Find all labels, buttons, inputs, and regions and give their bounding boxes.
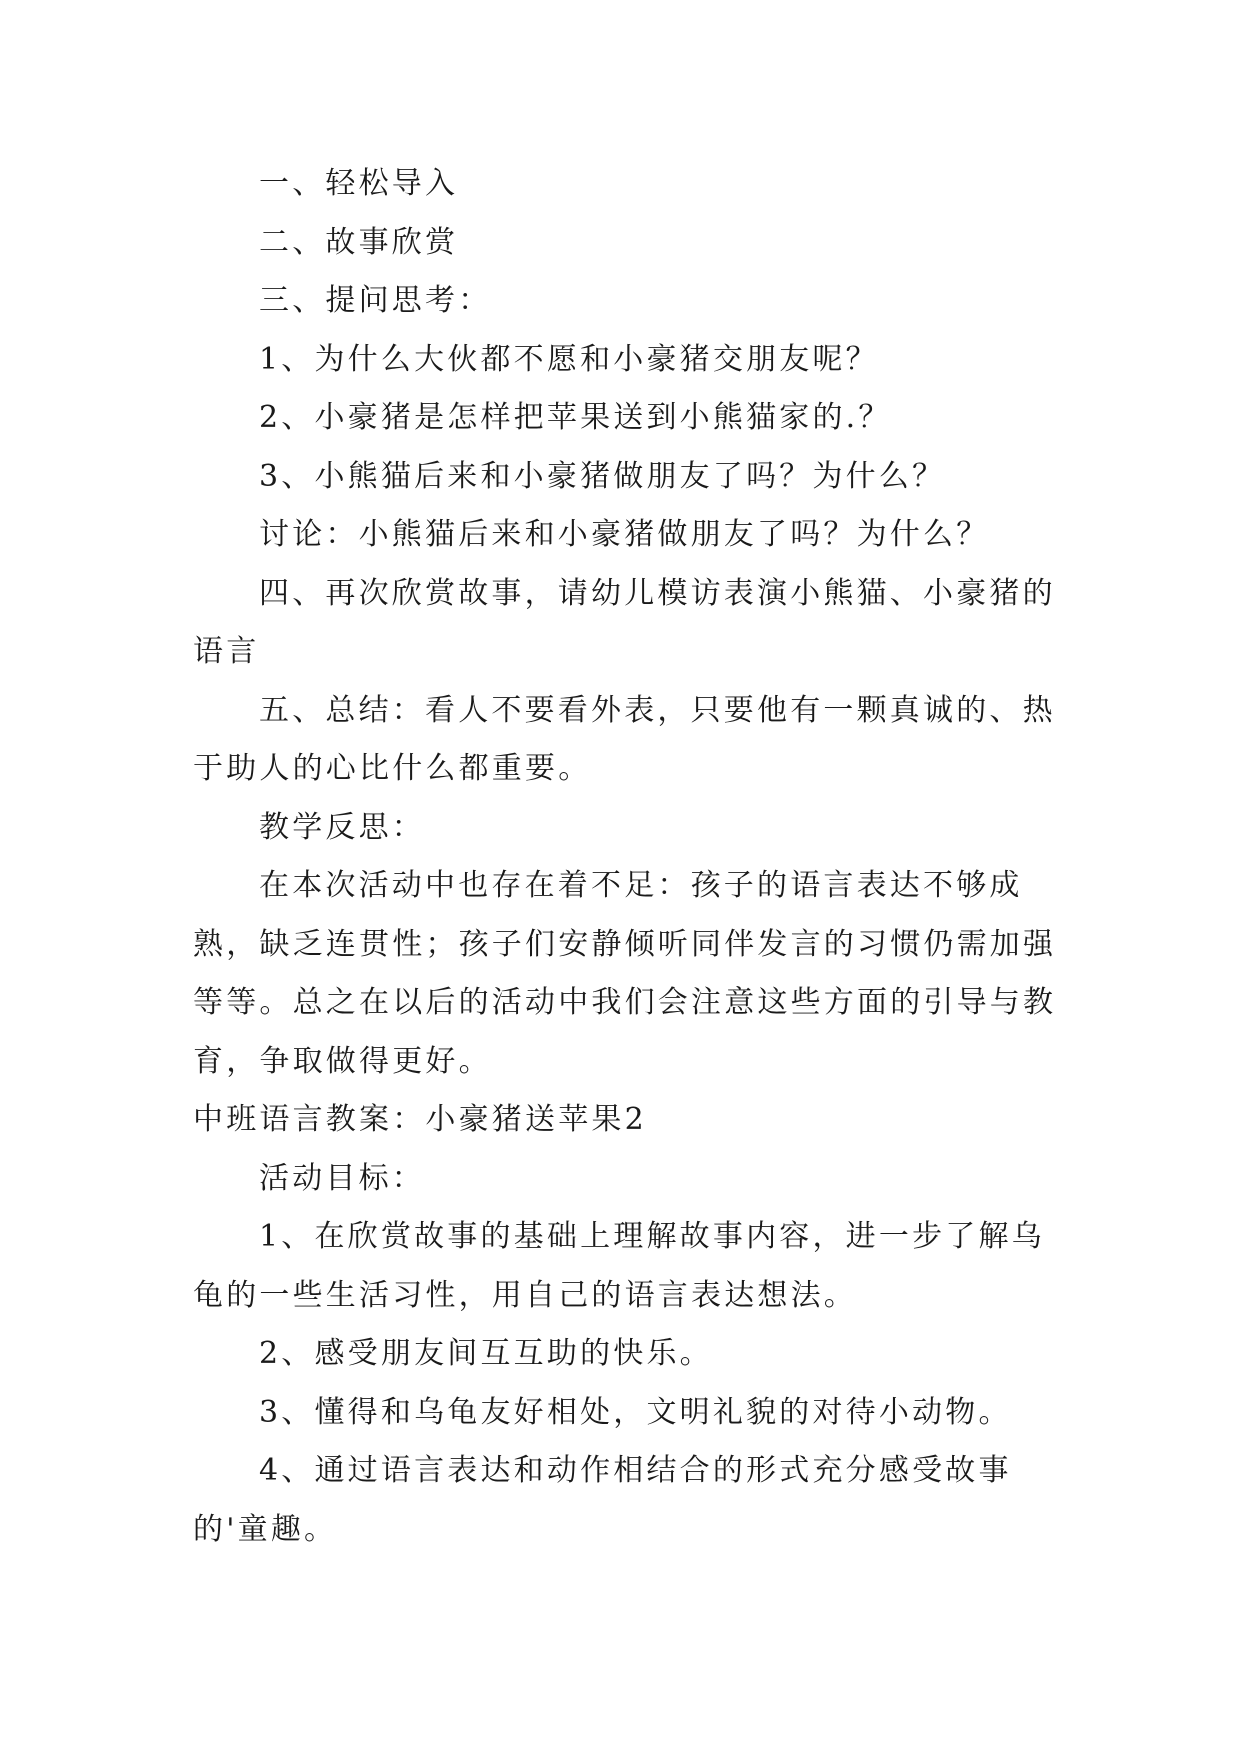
paragraph-section-5: 五、总结：看人不要看外表，只要他有一颗真诚的、热于助人的心比什么都重要。 (193, 692, 1056, 786)
paragraph-reflection-heading: 教学反思： (259, 809, 425, 845)
paragraph-goals-heading: 活动目标： (259, 1160, 425, 1196)
paragraph-goal-3: 3、懂得和乌龟友好相处，文明礼貌的对待小动物。 (259, 1394, 1012, 1430)
paragraph-section-4: 四、再次欣赏故事，请幼儿模访表演小熊猫、小豪猪的语言 (193, 575, 1056, 669)
paragraph-goal-1: 1、在欣赏故事的基础上理解故事内容，进一步了解乌龟的一些生活习性，用自己的语言表达想法。 (193, 1219, 1045, 1313)
paragraph-goal-2: 2、感受朋友间互互助的快乐。 (259, 1336, 713, 1371)
paragraph-goal-4: 4、通过语言表达和动作相结合的形式充分感受故事的'童趣。 (193, 1453, 1012, 1547)
paragraph-section-2: 二、故事欣赏 (259, 224, 459, 260)
paragraph-question-3: 3、小熊猫后来和小豪猪做朋友了吗？为什么？ (259, 458, 946, 494)
paragraph-question-2: 2、小豪猪是怎样把苹果送到小熊猫家的.？ (259, 400, 892, 435)
paragraph-section-1: 一、轻松导入 (259, 166, 459, 201)
paragraph-section-3: 三、提问思考： (259, 283, 492, 318)
paragraph-discussion: 讨论：小熊猫后来和小豪猪做朋友了吗？为什么？ (259, 517, 990, 552)
paragraph-reflection-body: 在本次活动中也存在着不足：孩子的语言表达不够成熟，缺乏连贯性；孩子们安静倾听同伴发言的习惯仍需加强等等。总之在以后的活动中我们会注意这些方面的引导与教育，争取做得更好。 (193, 868, 1057, 1079)
document-body (193, 155, 1061, 1559)
paragraph-question-1: 1、为什么大伙都不愿和小豪猪交朋友呢？ (259, 341, 879, 377)
section-title: 中班语言教案：小豪猪送苹果2 (193, 1102, 647, 1137)
